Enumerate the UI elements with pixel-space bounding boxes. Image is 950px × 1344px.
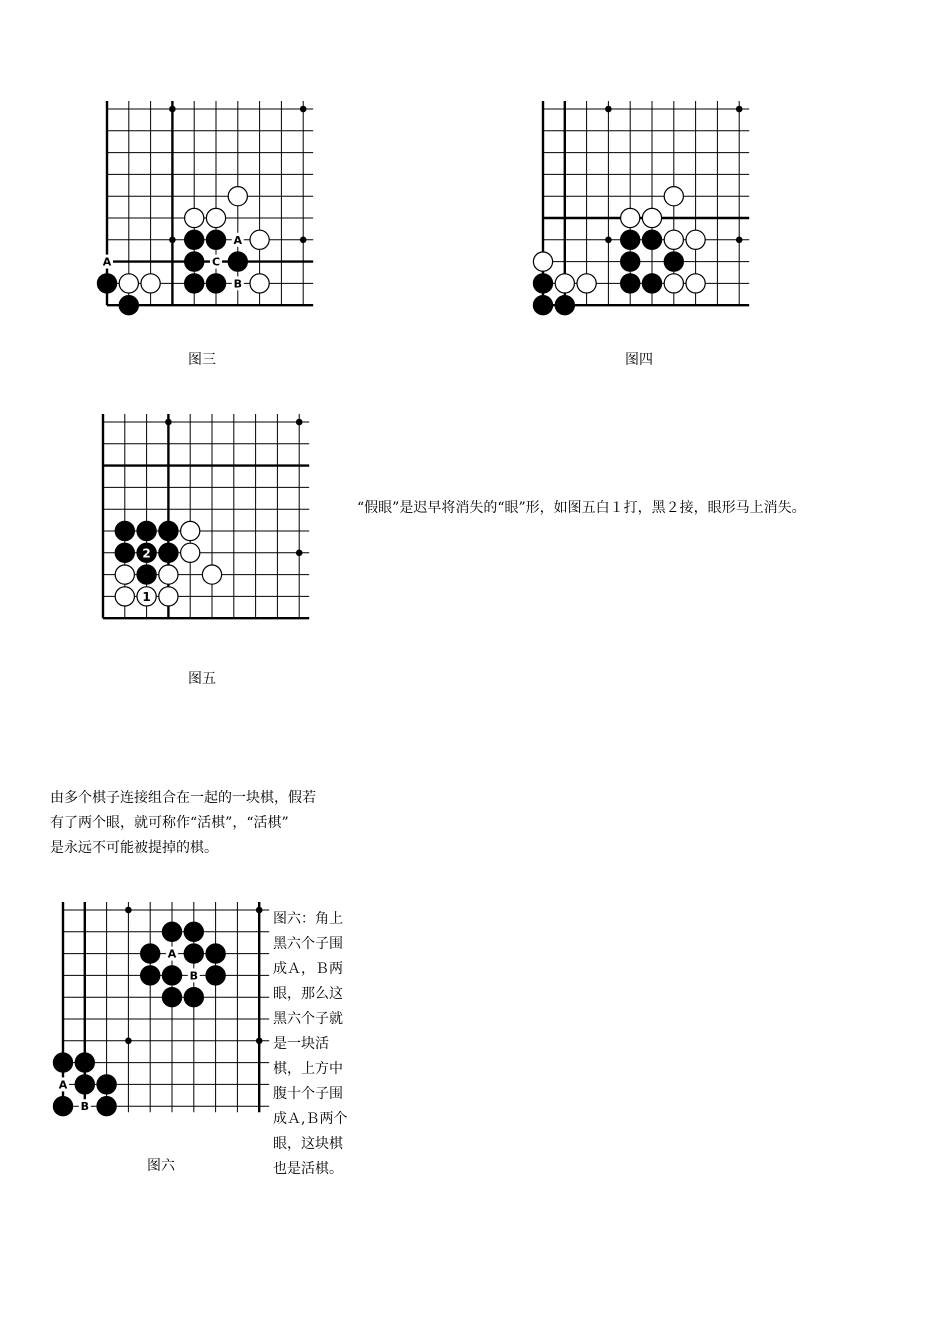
star-point — [256, 907, 263, 914]
move-number: 2 — [142, 546, 151, 561]
go-board-fig5 — [86, 414, 316, 639]
living-group-paragraph — [50, 786, 370, 861]
black-stone — [555, 296, 574, 315]
note-line: 图六：角上 — [273, 911, 343, 927]
black-stone — [185, 230, 204, 249]
black-stone — [75, 1075, 94, 1094]
point-label: B — [189, 969, 198, 983]
caption-fig4: 图四 — [625, 352, 653, 368]
paragraph-line: 由多个棋子连接组合在一起的一块棋，假若 — [50, 790, 316, 806]
star-point — [256, 1038, 263, 1045]
move-number: 1 — [142, 589, 151, 604]
black-stone — [184, 988, 203, 1007]
point-label: B — [80, 1100, 89, 1114]
black-stone — [115, 521, 134, 540]
black-stone — [206, 944, 225, 963]
black-stone — [621, 230, 640, 249]
white-stone — [664, 230, 683, 249]
note-line: 黑六个子围 — [273, 936, 343, 952]
white-stone — [686, 274, 705, 293]
white-stone — [185, 208, 204, 227]
black-stone — [141, 944, 160, 963]
star-point — [296, 550, 303, 557]
point-label: B — [233, 277, 242, 291]
black-stone — [206, 274, 225, 293]
star-point — [605, 237, 612, 244]
star-point — [125, 907, 132, 914]
white-stone — [642, 208, 661, 227]
note-line: 成Ａ，Ｂ两 — [273, 961, 343, 977]
star-point — [296, 419, 303, 426]
note-line: 成Ａ,Ｂ两个 — [273, 1111, 348, 1127]
white-stone — [206, 208, 225, 227]
black-stone — [162, 922, 181, 941]
white-stone — [202, 565, 221, 584]
white-stone — [181, 521, 200, 540]
white-stone — [250, 274, 269, 293]
point-label: A — [102, 255, 112, 269]
white-stone — [555, 274, 574, 293]
black-stone — [53, 1053, 72, 1072]
white-stone — [115, 587, 134, 606]
black-stone — [533, 296, 552, 315]
black-stone — [75, 1053, 94, 1072]
go-board-fig6 — [47, 900, 277, 1135]
black-stone — [533, 274, 552, 293]
black-stone — [53, 1097, 72, 1116]
star-point — [169, 237, 176, 244]
white-stone — [250, 230, 269, 249]
black-stone — [185, 252, 204, 271]
note-line: 黑六个子就 — [273, 1011, 343, 1027]
white-stone — [159, 587, 178, 606]
note-line: 棋，上方中 — [273, 1061, 343, 1077]
black-stone — [228, 252, 247, 271]
black-stone — [97, 1075, 116, 1094]
white-stone — [577, 274, 596, 293]
point-label: C — [211, 255, 221, 269]
go-board-fig4 — [527, 95, 752, 320]
caption-fig3: 图三 — [188, 352, 216, 368]
note-line: 腹十个子围 — [273, 1086, 343, 1102]
caption-fig5: 图五 — [188, 671, 216, 687]
black-stone — [141, 966, 160, 985]
white-stone — [159, 565, 178, 584]
white-stone — [664, 274, 683, 293]
point-label: A — [58, 1078, 68, 1092]
point-label: A — [167, 947, 177, 961]
paragraph-line: 有了两个眼，就可称作“活棋”，“活棋” — [50, 815, 289, 831]
white-stone — [141, 274, 160, 293]
white-stone — [664, 187, 683, 206]
white-stone — [533, 252, 552, 271]
star-point — [300, 106, 307, 113]
paragraph-line: 是永远不可能被提掉的棋。 — [50, 840, 218, 856]
white-stone — [181, 543, 200, 562]
black-stone — [206, 230, 225, 249]
star-point — [736, 106, 743, 113]
black-stone — [206, 966, 225, 985]
point-label: A — [233, 233, 243, 247]
star-point — [736, 237, 743, 244]
black-stone — [642, 274, 661, 293]
black-stone — [185, 274, 204, 293]
black-stone — [159, 543, 178, 562]
white-stone — [686, 230, 705, 249]
black-stone — [162, 966, 181, 985]
black-stone — [664, 252, 683, 271]
black-stone — [162, 988, 181, 1007]
white-stone — [228, 187, 247, 206]
star-point — [300, 237, 307, 244]
black-stone — [621, 252, 640, 271]
black-stone — [642, 230, 661, 249]
fig6-note — [273, 907, 359, 1182]
caption-fig6: 图六 — [147, 1158, 175, 1174]
star-point — [165, 419, 172, 426]
black-stone — [97, 1097, 116, 1116]
white-stone — [115, 565, 134, 584]
go-board-fig3 — [90, 95, 315, 320]
black-stone — [137, 521, 156, 540]
note-line: 也是活棋。 — [273, 1161, 343, 1177]
black-stone — [137, 565, 156, 584]
white-stone — [621, 208, 640, 227]
black-stone — [119, 296, 138, 315]
black-stone — [159, 521, 178, 540]
star-point — [169, 106, 176, 113]
star-point — [605, 106, 612, 113]
star-point — [125, 1038, 132, 1045]
black-stone — [621, 274, 640, 293]
note-line: 眼，这块棋 — [273, 1136, 343, 1152]
black-stone — [115, 543, 134, 562]
note-line: 眼，那么这 — [273, 986, 343, 1002]
false-eye-paragraph: “假眼”是迟早将消失的“眼”形，如图五白１打，黑２接，眼形马上消失。 — [357, 500, 806, 516]
black-stone — [184, 922, 203, 941]
note-line: 是一块活 — [273, 1036, 329, 1052]
white-stone — [119, 274, 138, 293]
black-stone — [97, 274, 116, 293]
black-stone — [184, 944, 203, 963]
